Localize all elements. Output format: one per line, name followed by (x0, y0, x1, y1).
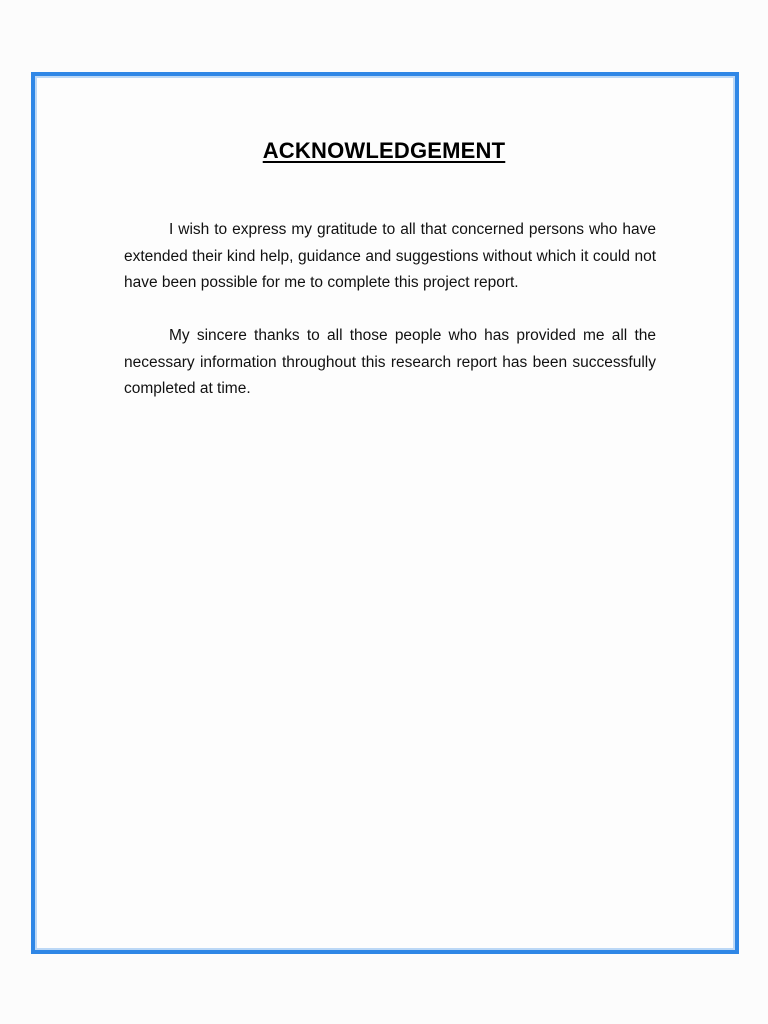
page-border-frame (31, 72, 739, 954)
page-title: ACKNOWLEDGEMENT (262, 138, 506, 163)
paragraph-gratitude: I wish to express my gratitude to all that concerned persons who have extended their kind help, guidance and suggestions without which it could not have been possible for me to complete this project report. (124, 221, 656, 291)
paragraph-thanks: My sincere thanks to all those people who has provided me all the necessary information throughout this research report has been successfully completed at time. (124, 327, 656, 397)
